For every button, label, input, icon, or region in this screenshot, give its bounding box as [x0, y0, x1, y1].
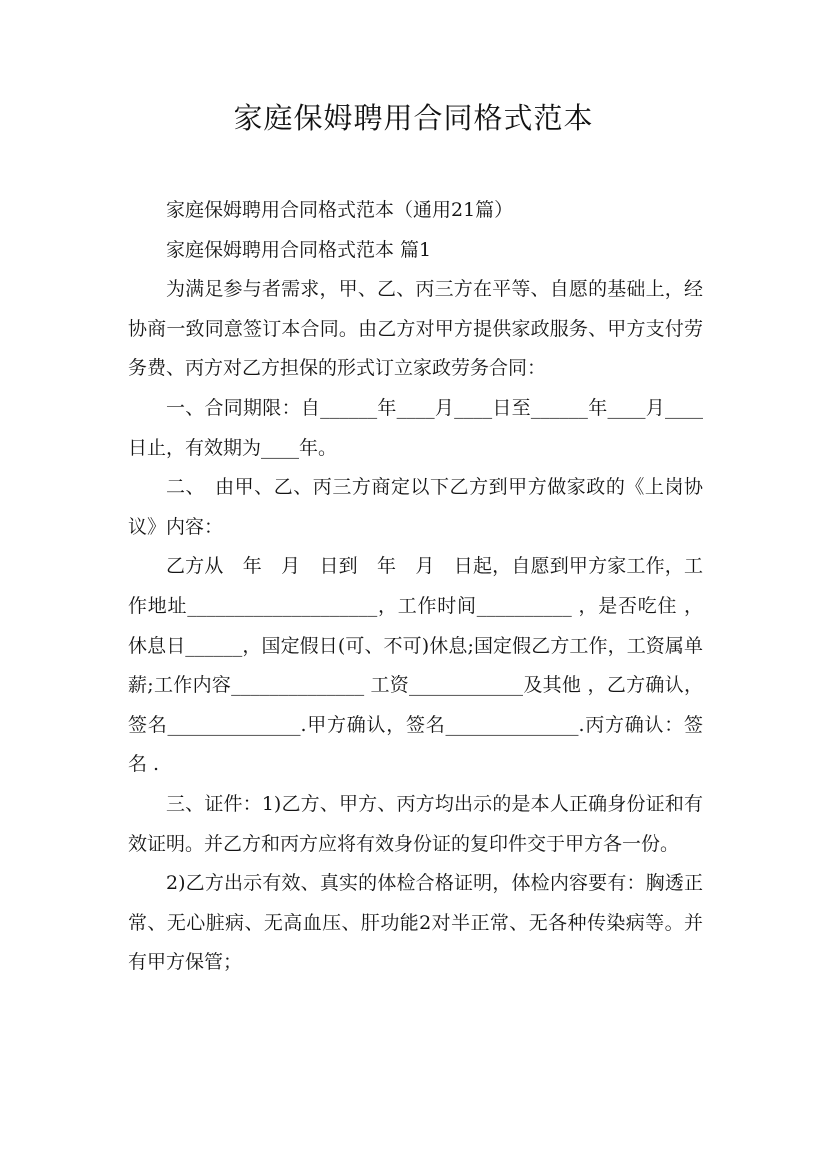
paragraph-certificates: 三、证件：1)乙方、甲方、丙方均出示的是本人正确身份证和有效证明。并乙方和丙方应将有效身份证的复印件交于甲方各一份。	[128, 792, 703, 855]
paragraph-work-details: 乙方从 年 月 日到 年 月 日起，自愿到甲方家工作，工作地址____________________，工作时间__________ ，是否吃住 ，休息日______，国定假日(可、不可)休息;国定假乙方工作，工资属单薪;工作内容______________ 工资____________及其他 ，乙方确认，签名______________.甲方确认，签名______________.丙方确认：签名 .	[128, 555, 703, 776]
paragraph-subtitle: 家庭保姆聘用合同格式范本（通用21篇）	[166, 199, 514, 221]
paragraph-agreement-intro: 二、 由甲、乙、丙三方商定以下乙方到甲方做家政的《上岗协议》内容：	[128, 476, 703, 538]
paragraph-preamble: 为满足参与者需求，甲、乙、丙三方在平等、自愿的基础上，经协商一致同意签订本合同。由乙方对甲方提供家政服务、甲方支付劳务费、丙方对乙方担保的形式订立家政劳务合同：	[128, 278, 703, 380]
paragraph-contract-term: 一、合同期限：自______年____月____日至______年____月____日止，有效期为____年。	[128, 396, 703, 459]
document-body	[128, 191, 703, 983]
paragraph-health-check: 2)乙方出示有效、真实的体检合格证明，体检内容要有：胸透正常、无心脏病、无高血压、肝功能2对半正常、无各种传染病等。并有甲方保管；	[128, 872, 703, 974]
paragraph-section-heading: 家庭保姆聘用合同格式范本 篇1	[166, 238, 432, 261]
document-title: 家庭保姆聘用合同格式范本	[233, 101, 594, 135]
